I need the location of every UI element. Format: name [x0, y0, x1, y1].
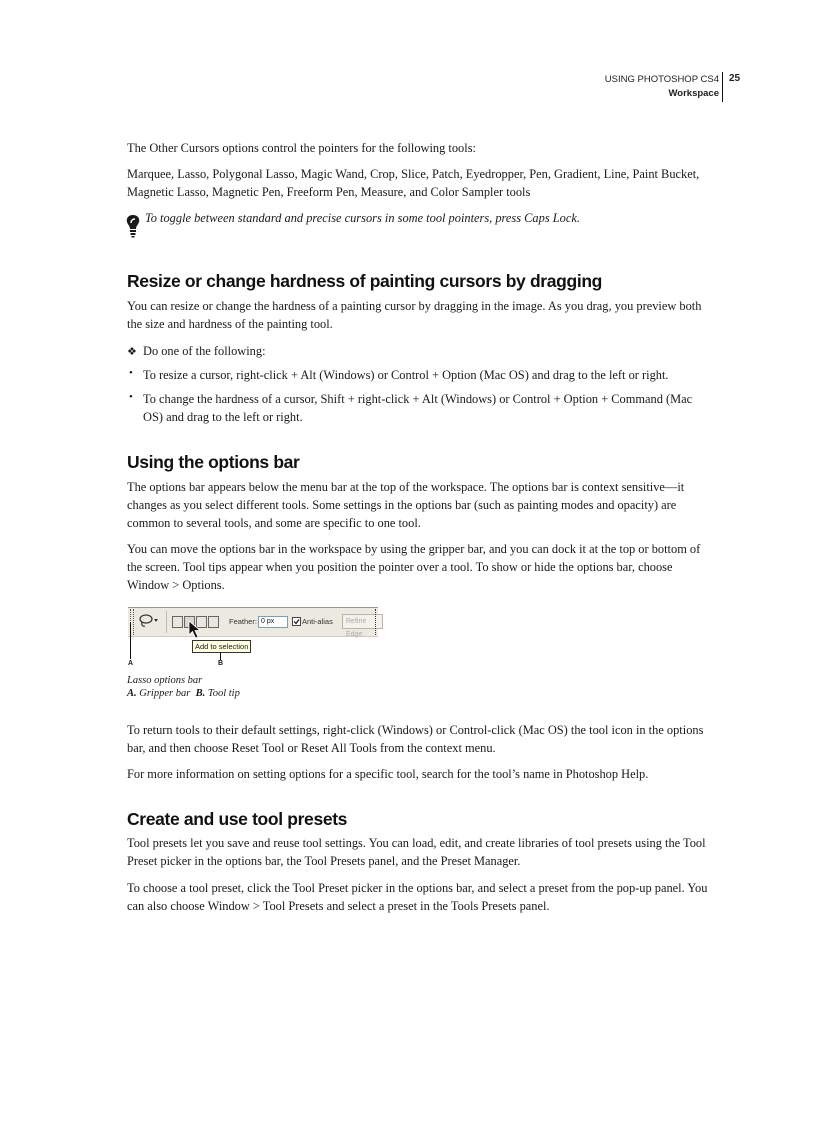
options-p3-line-1: To return tools to their default settings, right-click (Windows) or Control-click (Mac OS) the tool icon in the options — [127, 723, 704, 737]
header-title: USING PHOTOSHOP CS4 — [604, 74, 719, 85]
callout-line-a — [130, 622, 131, 659]
options-paragraph-2 — [127, 540, 700, 594]
figure-caption-title: Lasso options bar — [127, 675, 203, 686]
tool-list-line-2: Magnetic Lasso, Magnetic Pen, Freeform Pen, Measure, and Color Sampler tools — [127, 185, 531, 199]
options-p2-line-2: the screen. Tool tips appear when you position the pointer over a tool. To show or hide the options bar, choose — [127, 560, 673, 574]
resize-paragraph — [127, 297, 701, 333]
options-p1-line-3: common to several tools, and some are specific to one tool. — [127, 516, 421, 530]
presets-paragraph-1 — [127, 834, 706, 870]
caption-text-a: Gripper bar — [139, 688, 191, 699]
refine-edge-button[interactable]: Refine Edge — [342, 614, 383, 629]
caption-letter-b: B. — [195, 688, 206, 699]
presets-p2-line-1: To choose a tool preset, click the Tool Preset picker in the options bar, and select a preset from the pop-up panel. You — [127, 881, 708, 895]
options-p1-line-1: The options bar appears below the menu bar at the top of the workspace. The options bar is context sensitive—it — [127, 480, 685, 494]
separator — [166, 611, 167, 633]
resize-paragraph-line-1: You can resize or change the hardness of a painting cursor by dragging in the image. As you drag, you preview both — [127, 299, 702, 313]
pointer-cursor-icon — [188, 620, 202, 640]
running-header — [605, 73, 719, 101]
header-section: Workspace — [668, 88, 719, 99]
presets-p1-line-2: Preset picker in the options bar, the Tool Presets panel, and the Preset Manager. — [127, 854, 521, 868]
heading-tool-presets: Create and use tool presets — [127, 809, 348, 829]
bullet-marker: • — [129, 367, 133, 379]
callout-line-b — [220, 652, 221, 660]
header-divider — [722, 72, 723, 102]
tool-list-line-1: Marquee, Lasso, Polygonal Lasso, Magic Wand, Crop, Slice, Patch, Eyedropper, Pen, Gradient, Line, Paint Bucket, — [127, 167, 700, 181]
lightbulb-icon — [126, 214, 140, 238]
options-paragraph-4: For more information on setting options for a specific tool, search for the tool’s name in Photoshop Help. — [127, 767, 649, 781]
tool-tip: Add to selection — [192, 640, 251, 653]
bullet-marker: • — [129, 391, 133, 403]
page-number: 25 — [729, 73, 741, 84]
options-bar — [128, 607, 378, 637]
step-marker-icon: ❖ — [127, 346, 137, 358]
heading-resize-cursors: Resize or change hardness of painting cursors by dragging — [127, 271, 603, 291]
options-paragraph-3 — [127, 721, 703, 757]
bullet-hardness-line-2: OS) and drag to the left or right. — [143, 410, 303, 424]
feather-label: Feather: — [229, 617, 257, 626]
bullet-resize: To resize a cursor, right-click + Alt (Windows) or Control + Option (Mac OS) and drag to the left or right. — [143, 368, 669, 382]
step-text: Do one of the following: — [143, 344, 266, 358]
options-p2-line-3: Window > Options. — [127, 578, 225, 592]
feather-input[interactable]: 0 px — [258, 616, 288, 628]
figure-caption-legend — [127, 687, 240, 700]
intro-paragraph: The Other Cursors options control the pointers for the following tools: — [127, 141, 476, 155]
options-p2-line-1: You can move the options bar in the workspace by using the gripper bar, and you can dock it at the top or bottom of — [127, 542, 701, 556]
new-selection-icon[interactable] — [172, 616, 183, 628]
callout-a: A — [128, 660, 134, 667]
bar-edge — [375, 609, 376, 635]
tool-list-paragraph — [127, 165, 699, 201]
options-paragraph-1 — [127, 478, 684, 532]
lasso-tool-icon[interactable] — [138, 613, 160, 629]
options-p1-line-2: changes as you select different tools. Some settings in the options bar (such as painting modes and opacity) are — [127, 498, 677, 512]
options-p3-line-2: bar, and then choose Reset Tool or Reset All Tools from the context menu. — [127, 741, 496, 755]
resize-paragraph-line-2: the size and hardness of the painting tool. — [127, 317, 333, 331]
caption-letter-a: A. — [127, 688, 137, 699]
check-icon — [293, 618, 300, 625]
bullet-hardness-line-1: To change the hardness of a cursor, Shift + right-click + Alt (Windows) or Control + Option + Command (Mac — [143, 392, 693, 406]
tip-text: To toggle between standard and precise cursors in some tool pointers, press Caps Lock. — [145, 211, 580, 225]
lasso-options-bar-figure — [128, 607, 378, 655]
antialias-checkbox[interactable] — [292, 617, 301, 626]
presets-p2-line-2: can also choose Window > Tool Presets and select a preset in the Tools Presets panel. — [127, 899, 550, 913]
bullet-hardness — [143, 390, 733, 426]
presets-paragraph-2 — [127, 879, 707, 915]
antialias-label: Anti-alias — [302, 617, 333, 626]
intersect-selection-icon[interactable] — [208, 616, 219, 628]
heading-options-bar: Using the options bar — [127, 452, 300, 472]
presets-p1-line-1: Tool presets let you save and reuse tool settings. You can load, edit, and create libraries of tool presets using the Tool — [127, 836, 706, 850]
callout-b: B — [218, 660, 224, 667]
caption-text-b: Tool tip — [207, 688, 240, 699]
